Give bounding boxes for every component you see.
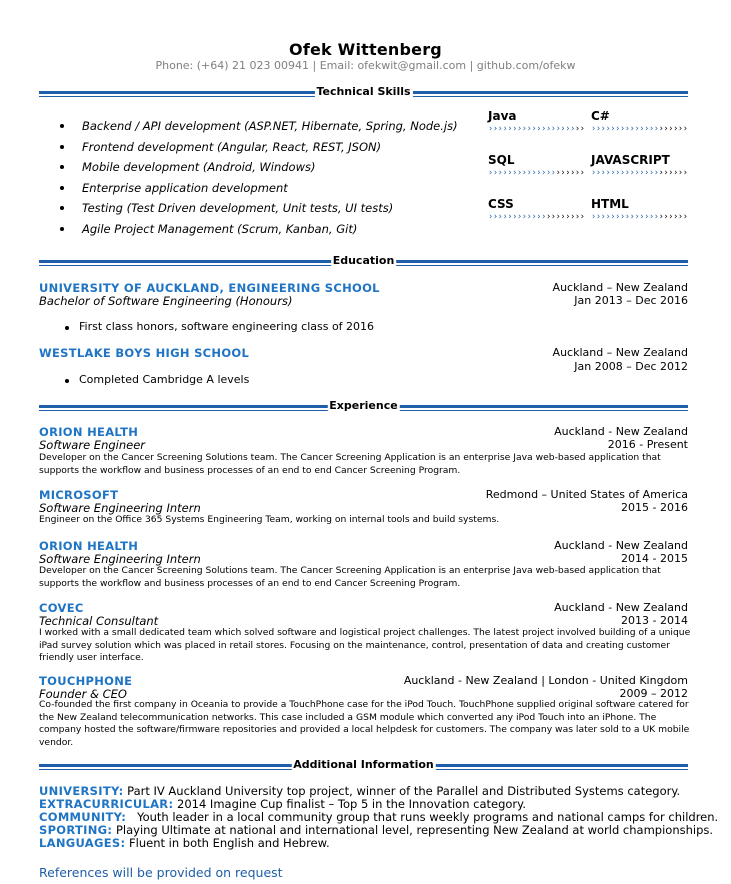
dates: Jan 2008 – Dec 2012 <box>574 360 688 373</box>
rating-chevron: › <box>536 168 542 178</box>
rating-chevron: › <box>591 168 596 178</box>
skill-item: Mobile development (Android, Windows) <box>60 159 458 180</box>
info-key: UNIVERSITY: <box>39 784 124 798</box>
section-title: Experience <box>329 399 398 412</box>
rating-chevron: › <box>565 168 571 178</box>
lang-name: C# <box>591 109 610 123</box>
skills-list <box>60 118 458 241</box>
rating-chevron: › <box>507 212 513 222</box>
rating-chevron: › <box>555 168 561 178</box>
rating-chevron: › <box>682 168 688 178</box>
rating-chevron: › <box>605 212 611 222</box>
rating-chevron: › <box>507 168 513 178</box>
rating-chevron: › <box>595 168 601 178</box>
lang-rating-chevrons <box>488 212 585 222</box>
location: Auckland - New Zealand <box>554 425 688 438</box>
rating-chevron: › <box>615 212 620 222</box>
rating-chevron: › <box>502 124 508 134</box>
dates: Jan 2013 – Dec 2016 <box>574 294 688 307</box>
rating-chevron: › <box>512 168 517 178</box>
rating-chevron: › <box>663 124 669 134</box>
location: Redmond – United States of America <box>485 488 688 501</box>
info-key: EXTRACURRICULAR: <box>39 797 174 811</box>
rating-chevron: › <box>512 124 517 134</box>
rating-chevron: › <box>560 124 566 134</box>
job-role: Software Engineering Intern <box>39 552 201 566</box>
rating-chevron: › <box>677 212 683 222</box>
rating-chevron: › <box>610 212 616 222</box>
rating-chevron: › <box>658 212 664 222</box>
rating-chevron: › <box>579 212 585 222</box>
lang-rating-chevrons <box>591 168 688 178</box>
rating-chevron: › <box>677 168 683 178</box>
rating-chevron: › <box>595 124 601 134</box>
rating-chevron: › <box>497 212 503 222</box>
rating-chevron: › <box>653 168 659 178</box>
rating-chevron: › <box>644 124 649 134</box>
rating-chevron: › <box>624 212 630 222</box>
location: Auckland - New Zealand | London - United Kingdom <box>403 674 688 687</box>
lang-name: CSS <box>488 197 514 211</box>
rating-chevron: › <box>624 124 630 134</box>
rating-chevron: › <box>565 212 571 222</box>
location: Auckland - New Zealand <box>554 601 688 614</box>
rating-chevron: › <box>615 124 620 134</box>
rating-chevron: › <box>516 168 522 178</box>
rating-chevron: › <box>526 212 532 222</box>
rating-chevron: › <box>658 124 664 134</box>
rating-chevron: › <box>526 168 532 178</box>
section-additional-info <box>39 758 688 773</box>
education-bullet: Completed Cambridge A levels <box>65 373 249 386</box>
job-description: I worked with a small dedicated team which solved software and logistical project challenges. The latest project involved building of a unique iPad survey solution which was placed in retail stores. Focusing on the maintenance, control, presentation of data and creating customer friendly user interface. <box>39 627 691 663</box>
info-text: Playing Ultimate at national and international level, representing New Zealand at world championships. <box>112 823 714 837</box>
rating-chevron: › <box>658 168 664 178</box>
rating-chevron: › <box>579 124 585 134</box>
rating-chevron: › <box>488 212 493 222</box>
rating-chevron: › <box>629 124 635 134</box>
rating-chevron: › <box>541 212 546 222</box>
dates: 2016 - Present <box>607 438 688 451</box>
rating-chevron: › <box>605 168 611 178</box>
company-name: COVEC <box>39 601 84 615</box>
rating-chevron: › <box>619 168 625 178</box>
job-role: Founder & CEO <box>39 687 127 701</box>
rating-chevron: › <box>644 212 649 222</box>
rating-chevron: › <box>560 168 566 178</box>
info-text: Fluent in both English and Hebrew. <box>125 836 330 850</box>
school-name: WESTLAKE BOYS HIGH SCHOOL <box>39 346 250 360</box>
rating-chevron: › <box>639 124 645 134</box>
rating-chevron: › <box>619 212 625 222</box>
company-name: ORION HEALTH <box>39 425 139 439</box>
rating-chevron: › <box>644 168 649 178</box>
company-name: TOUCHPHONE <box>39 674 133 688</box>
rating-chevron: › <box>512 212 517 222</box>
rating-chevron: › <box>516 124 522 134</box>
rating-chevron: › <box>521 124 527 134</box>
lang-name: Java <box>488 109 517 123</box>
rating-chevron: › <box>634 168 640 178</box>
rating-chevron: › <box>531 124 537 134</box>
rating-chevron: › <box>502 212 508 222</box>
info-key: COMMUNITY: <box>39 810 127 824</box>
rating-chevron: › <box>555 212 561 222</box>
rating-chevron: › <box>579 168 585 178</box>
rating-chevron: › <box>605 124 611 134</box>
rating-chevron: › <box>677 124 683 134</box>
rating-chevron: › <box>516 212 522 222</box>
section-technical-skills <box>39 85 688 100</box>
rating-chevron: › <box>610 124 616 134</box>
rating-chevron: › <box>629 212 635 222</box>
rating-chevron: › <box>497 168 503 178</box>
section-experience <box>39 399 688 414</box>
rating-chevron: › <box>615 168 620 178</box>
rating-chevron: › <box>595 212 601 222</box>
rating-chevron: › <box>574 168 580 178</box>
rating-chevron: › <box>648 168 654 178</box>
lang-rating-chevrons <box>591 124 688 134</box>
rating-chevron: › <box>536 212 542 222</box>
rating-chevron: › <box>668 168 674 178</box>
rating-chevron: › <box>541 124 546 134</box>
rating-chevron: › <box>570 124 575 134</box>
references-note: References will be provided on request <box>39 865 283 880</box>
rating-chevron: › <box>663 168 669 178</box>
section-title: Additional Information <box>293 758 434 771</box>
rating-chevron: › <box>600 212 606 222</box>
job-role: Technical Consultant <box>39 614 159 628</box>
rating-chevron: › <box>591 212 596 222</box>
rating-chevron: › <box>574 212 580 222</box>
rating-chevron: › <box>639 168 645 178</box>
rating-chevron: › <box>673 124 678 134</box>
rating-chevron: › <box>488 168 493 178</box>
company-name: MICROSOFT <box>39 488 119 502</box>
job-description: Developer on the Cancer Screening Solutions team. The Cancer Screening Application is an enterprise Java web-based application that supports the workflow and business processes of an end to end Cancer Screening Program. <box>39 565 661 589</box>
rating-chevron: › <box>550 168 556 178</box>
job-description: Engineer on the Office 365 Systems Engineering Team, working on internal tools and build systems. <box>39 514 500 525</box>
skill-item: Agile Project Management (Scrum, Kanban, Git) <box>60 221 458 242</box>
rating-chevron: › <box>502 168 508 178</box>
info-text: 2014 Imagine Cup finalist – Top 5 in the Innovation category. <box>173 797 526 811</box>
rating-chevron: › <box>668 212 674 222</box>
rating-chevron: › <box>634 212 640 222</box>
rating-chevron: › <box>653 212 659 222</box>
lang-rating-chevrons <box>591 212 688 222</box>
contact-line: Phone: (+64) 21 023 00941 | Email: ofekwit@gmail.com | github.com/ofekw <box>155 59 576 72</box>
location: Auckland - New Zealand <box>554 539 688 552</box>
rating-chevron: › <box>570 168 575 178</box>
dates: 2013 - 2014 <box>621 614 688 627</box>
rating-chevron: › <box>570 212 575 222</box>
job-description: Developer on the Cancer Screening Solutions team. The Cancer Screening Application is an enterprise Java web-based application that supports the workflow and business processes of an end to end Cancer Screening Program. <box>39 452 661 476</box>
rating-chevron: › <box>492 212 498 222</box>
info-text: Youth leader in a local community group that runs weekly programs and national camps for children. <box>126 810 719 824</box>
rating-chevron: › <box>600 124 606 134</box>
rating-chevron: › <box>521 168 527 178</box>
rating-chevron: › <box>610 168 616 178</box>
rating-chevron: › <box>492 168 498 178</box>
skill-item: Testing (Test Driven development, Unit tests, UI tests) <box>60 200 458 221</box>
rating-chevron: › <box>619 124 625 134</box>
company-name: ORION HEALTH <box>39 539 139 553</box>
skill-item: Enterprise application development <box>60 180 458 201</box>
section-title: Technical Skills <box>316 85 411 98</box>
skill-item: Frontend development (Angular, React, REST, JSON) <box>60 139 458 160</box>
rating-chevron: › <box>560 212 566 222</box>
lang-name: HTML <box>591 197 629 211</box>
rating-chevron: › <box>492 124 498 134</box>
skill-item: Backend / API development (ASP.NET, Hibernate, Spring, Node.js) <box>60 118 458 139</box>
rating-chevron: › <box>507 124 513 134</box>
education-bullet: First class honors, software engineering class of 2016 <box>65 320 374 333</box>
info-text: Part IV Auckland University top project, winner of the Parallel and Distributed Systems category. <box>123 784 681 798</box>
dates: 2009 – 2012 <box>619 687 688 700</box>
lang-rating-chevrons <box>488 124 585 134</box>
rating-chevron: › <box>574 124 580 134</box>
rating-chevron: › <box>682 124 688 134</box>
location: Auckland – New Zealand <box>552 346 688 359</box>
rating-chevron: › <box>624 168 630 178</box>
candidate-name: Ofek Wittenberg <box>289 40 442 59</box>
school-name: UNIVERSITY OF AUCKLAND, ENGINEERING SCHOOL <box>39 281 380 295</box>
rating-chevron: › <box>629 168 635 178</box>
rating-chevron: › <box>545 212 551 222</box>
job-role: Software Engineering Intern <box>39 501 201 515</box>
rating-chevron: › <box>634 124 640 134</box>
lang-rating-chevrons <box>488 168 585 178</box>
rating-chevron: › <box>497 124 503 134</box>
rating-chevron: › <box>668 124 674 134</box>
rating-chevron: › <box>565 124 571 134</box>
rating-chevron: › <box>545 124 551 134</box>
rating-chevron: › <box>663 212 669 222</box>
job-description: Co-founded the first company in Oceania to provide a TouchPhone case for the iPod Touch. TouchPhone supplied original software catered for the New Zealand telecommunication networks. This case included a GSM module which converted any iPod Touch into an iPhone. The company hosted the software/firmware repositories and provided a local helpdesk for customers. The company was later sold to a UK mobile vendor. <box>39 699 690 748</box>
rating-chevron: › <box>521 212 527 222</box>
rating-chevron: › <box>531 168 537 178</box>
info-line <box>39 837 330 850</box>
section-title: Education <box>332 254 395 267</box>
rating-chevron: › <box>545 168 551 178</box>
rating-chevron: › <box>555 124 561 134</box>
dates: 2014 - 2015 <box>621 552 688 565</box>
rating-chevron: › <box>600 168 606 178</box>
rating-chevron: › <box>550 124 556 134</box>
lang-name: SQL <box>488 153 515 167</box>
rating-chevron: › <box>536 124 542 134</box>
rating-chevron: › <box>648 124 654 134</box>
location: Auckland – New Zealand <box>552 281 688 294</box>
rating-chevron: › <box>682 212 688 222</box>
rating-chevron: › <box>550 212 556 222</box>
info-key: LANGUAGES: <box>39 836 126 850</box>
rating-chevron: › <box>488 124 493 134</box>
job-role: Software Engineer <box>39 438 146 452</box>
rating-chevron: › <box>541 168 546 178</box>
rating-chevron: › <box>653 124 659 134</box>
section-education <box>39 254 688 269</box>
dates: 2015 - 2016 <box>621 501 688 514</box>
degree: Bachelor of Software Engineering (Honours) <box>39 294 293 308</box>
rating-chevron: › <box>591 124 596 134</box>
rating-chevron: › <box>531 212 537 222</box>
lang-name: JAVASCRIPT <box>591 153 670 167</box>
rating-chevron: › <box>526 124 532 134</box>
rating-chevron: › <box>639 212 645 222</box>
rating-chevron: › <box>673 212 678 222</box>
rating-chevron: › <box>648 212 654 222</box>
info-key: SPORTING: <box>39 823 113 837</box>
rating-chevron: › <box>673 168 678 178</box>
